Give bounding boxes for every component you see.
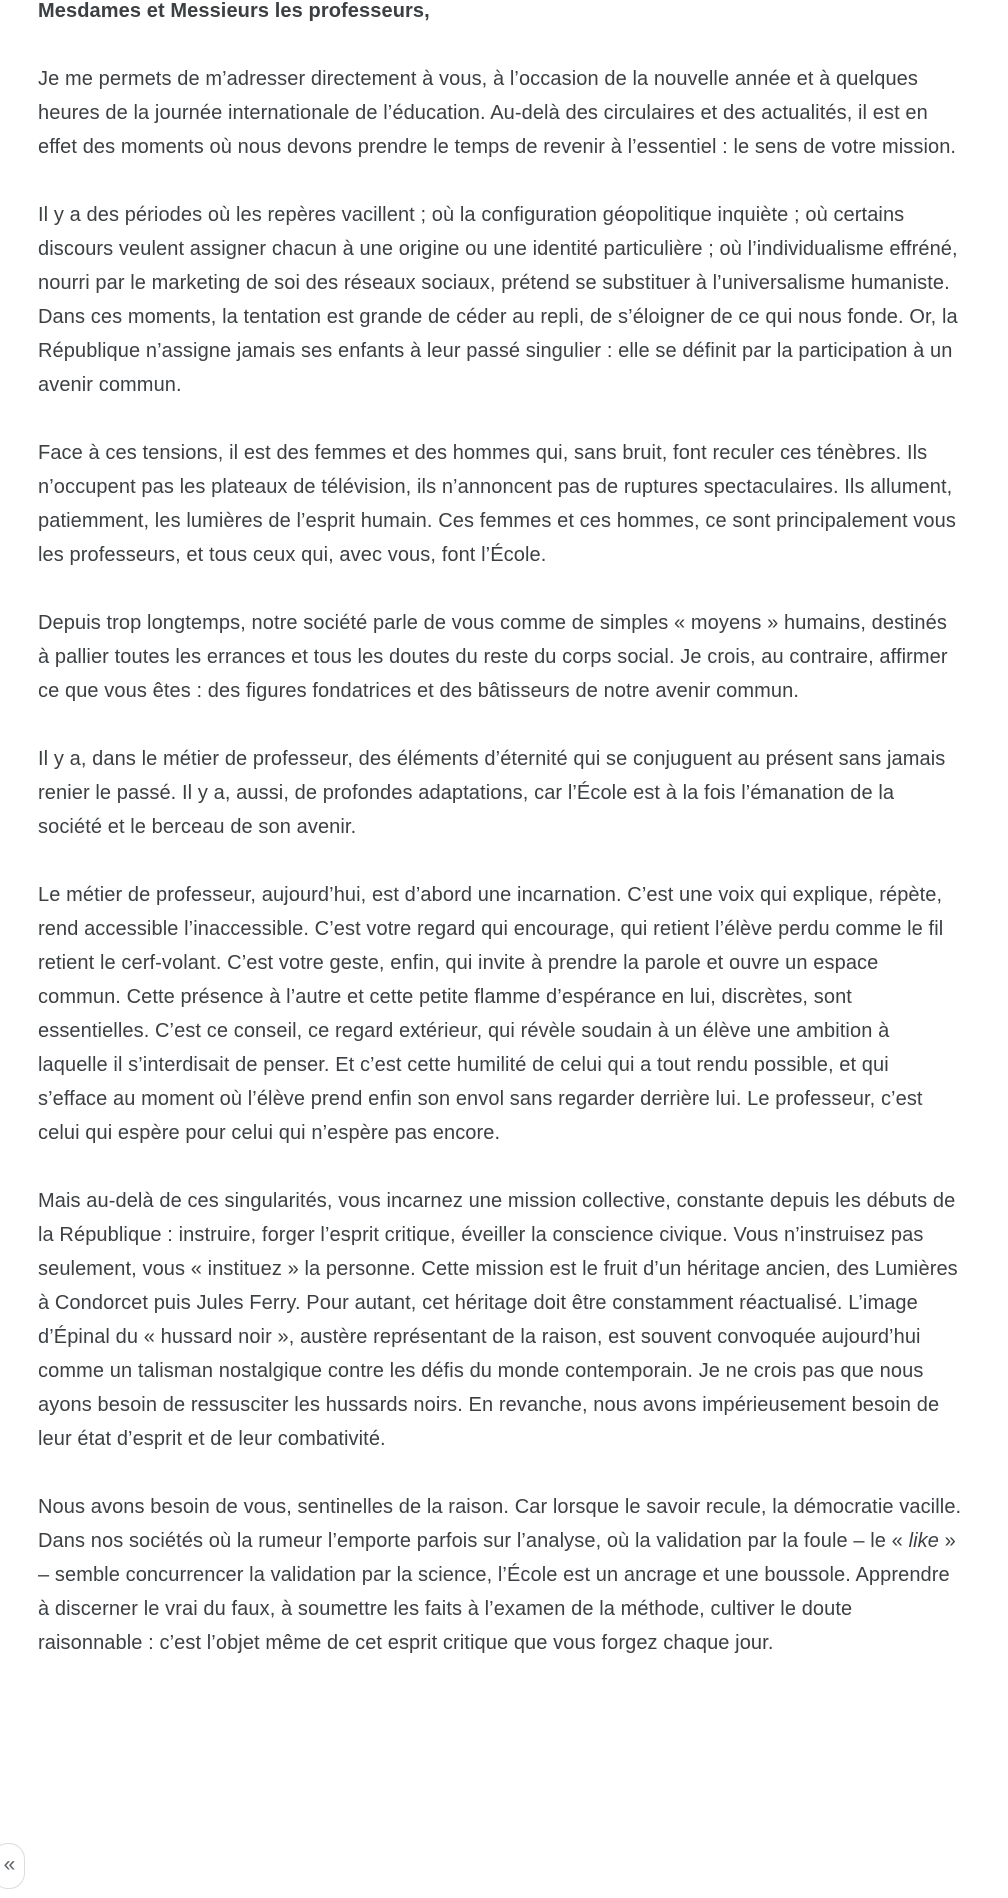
letter-paragraph bbox=[38, 606, 962, 708]
letter-body bbox=[38, 62, 962, 1660]
italic-text-run: like bbox=[908, 1530, 939, 1552]
text-run: » – semble concurrencer la validation par la science, l’École est un ancrage et une boussole. Apprendre à discerner le vrai du faux, à soumettre les faits à l’examen de la méthode, cultiver le doute raisonnable : c’est l’objet même de cet esprit critique que vous forgez chaque jour. bbox=[38, 1530, 956, 1654]
letter-paragraph bbox=[38, 1184, 962, 1456]
text-run: Nous avons besoin de vous, sentinelles de la raison. Car lorsque le savoir recule, la démocratie vacille. Dans nos sociétés où la rumeur l’emporte parfois sur l’analyse, où la validation par la foule – le « bbox=[38, 1496, 962, 1552]
text-run: Depuis trop longtemps, notre société parle de vous comme de simples « moyens » humains, destinés à pallier toutes les errances et tous les doutes du reste du corps social. Je crois, au contraire, affirmer ce que vous êtes : des figures fondatrices et des bâtisseurs de notre avenir commun. bbox=[38, 612, 948, 702]
letter-paragraph bbox=[38, 1490, 962, 1660]
letter bbox=[38, 0, 962, 1660]
text-run: Mais au-delà de ces singularités, vous incarnez une mission collective, constante depuis les débuts de la République : instruire, forger l’esprit critique, éveiller la conscience civique. Vous n’instruisez pas seulement, vous « instituez » la personne. Cette mission est le fruit d’un héritage ancien, des Lumières à Condorcet puis Jules Ferry. Pour autant, cet héritage doit être constamment réactualisé. L’image d’Épinal du « hussard noir », austère représentant de la raison, est souvent convoquée aujourd’hui comme un talisman nostalgique contre les défis du monde contemporain. Je ne crois pas que nous ayons besoin de ressusciter les hussards noirs. En revanche, nous avons impérieusement besoin de leur état d’esprit et de leur combativité. bbox=[38, 1190, 958, 1450]
letter-paragraph bbox=[38, 62, 962, 164]
letter-heading: Mesdames et Messieurs les professeurs, bbox=[38, 0, 430, 22]
collapse-chevrons-icon: « bbox=[3, 1853, 16, 1876]
text-run: Le métier de professeur, aujourd’hui, est d’abord une incarnation. C’est une voix qui explique, répète, rend accessible l’inaccessible. C’est votre regard qui encourage, qui retient l’élève perdu comme le fil retient le cerf-volant. C’est votre geste, enfin, qui invite à prendre la parole et ouvre un espace commun. Cette présence à l’autre et cette petite flamme d’espérance en lui, discrètes, sont essentielles. C’est ce conseil, ce regard extérieur, qui révèle soudain à un élève une ambition à laquelle il s’interdisait de penser. Et c’est cette humilité de celui qui a tout rendu possible, et qui s’efface au moment où l’élève prend enfin son envol sans regarder derrière lui. Le professeur, c’est celui qui espère pour celui qui n’espère pas encore. bbox=[38, 884, 944, 1144]
text-run: Face à ces tensions, il est des femmes et des hommes qui, sans bruit, font reculer ces ténèbres. Ils n’occupent pas les plateaux de télévision, ils n’annoncent pas de ruptures spectaculaires. Ils allument, patiemment, les lumières de l’esprit humain. Ces femmes et ces hommes, ce sont principalement vous les professeurs, et tous ceux qui, avec vous, font l’École. bbox=[38, 442, 956, 566]
text-run: Il y a des périodes où les repères vacillent ; où la configuration géopolitique inquiète ; où certains discours veulent assigner chacun à une origine ou une identité particulière ; où l’individualisme effréné, nourri par le marketing de soi des réseaux sociaux, prétend se substituer à l’universalisme humaniste. Dans ces moments, la tentation est grande de céder au repli, de s’éloigner de ce qui nous fonde. Or, la République n’assigne jamais ses enfants à leur passé singulier : elle se définit par la participation à un avenir commun. bbox=[38, 204, 958, 396]
sidebar-collapse-button[interactable] bbox=[0, 1843, 25, 1889]
letter-paragraph bbox=[38, 198, 962, 402]
letter-paragraph bbox=[38, 878, 962, 1150]
letter-paragraph bbox=[38, 436, 962, 572]
text-run: Je me permets de m’adresser directement à vous, à l’occasion de la nouvelle année et à quelques heures de la journée internationale de l’éducation. Au-delà des circulaires et des actualités, il est en effet des moments où nous devons prendre le temps de revenir à l’essentiel : le sens de votre mission. bbox=[38, 68, 957, 158]
text-run: Il y a, dans le métier de professeur, des éléments d’éternité qui se conjuguent au présent sans jamais renier le passé. Il y a, aussi, de profondes adaptations, car l’École est à la fois l’émanation de la société et le berceau de son avenir. bbox=[38, 748, 946, 838]
letter-paragraph bbox=[38, 742, 962, 844]
